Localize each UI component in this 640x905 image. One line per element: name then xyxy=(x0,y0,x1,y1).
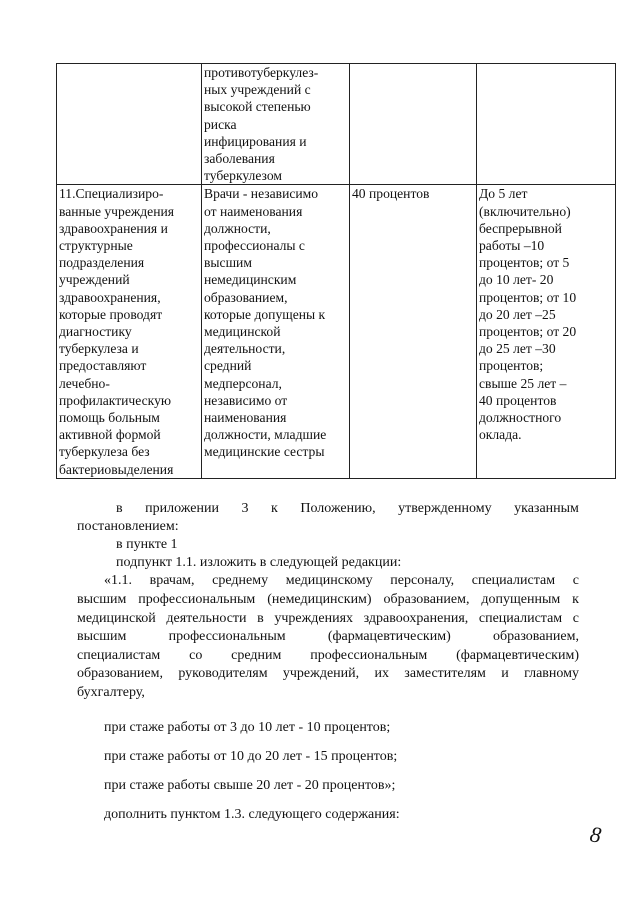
page-number: 8 xyxy=(588,821,603,848)
table-row xyxy=(57,185,616,478)
table-cell-rate: 40 процентов xyxy=(350,185,477,478)
paragraph-point: в пункте 1 xyxy=(116,537,178,552)
document-page: противотуберкулез- ных учреждений с высокой степенью риска инфицирования и заболевания туберкулезом 11.Специализиро- ванные учреждения здравоохранения и структурные подразделения учреждений здравоохранения, которые проводят диагностику туберкулеза и предоставляют лечебно- профилактическую помощь больным активной формой туберкулеза без бактериовыделения Врачи - независимо от наименования должности, профессионалы с высшим немедицинским образованием, которые допущены к медицинской деятельности, средний медперсонал, независимо от наименования должности, младшие медицинские сестры 40 процентов До 5 лет (включительно) беспрерывной работы –10 процентов; от 5 до 10 лет- 20 процентов; от 10 до 20 лет –25 процентов; от 20 до 25 лет –30 процентов; свыше 25 лет – 40 процентов должностного оклада. в приложении 3 к Положению, утвержденному указанным постановлением: в пункте 1 подпункт 1.1. изложить в следующей редакции: «1.1. врачам, среднему медицинскому персоналу, специалистам с высшим профессиональным (немедицинским) образованием, допущенным к медицинской деятельности в учреждениях здравоохранения, специалистам с высшим профессиональным (фармацевтическим) образованием, специалистам со средним профессиональным (фармацевтическим) образованием, руководителям учреждений, их заместителям и главному бухгалтеру, при стаже работы от 3 до 10 лет - 10 процентов; при стаже работы от 10 до 20 лет - 15 процентов; при стаже работы свыше 20 лет - 20 процентов»; дополнить пунктом 1.3. следующего содержания: 8 xyxy=(0,0,640,905)
paragraph-appendix: в приложении 3 к Положению, утвержденному указанным xyxy=(116,501,579,516)
stage-line-3: при стаже работы свыше 20 лет - 20 процентов»; xyxy=(104,778,396,793)
table-cell xyxy=(477,64,616,185)
table-cell-staff: Врачи - независимо от наименования должности, профессионалы с высшим немедицинским образованием, которые допущены к медицинской деятельности, средний медперсонал, независимо от наименования должности, младшие медицинские сестры xyxy=(202,185,350,478)
table-cell-seniority: До 5 лет (включительно) беспрерывной работы –10 процентов; от 5 до 10 лет- 20 процентов; от 10 до 20 лет –25 процентов; от 20 до 25 лет –30 процентов; свыше 25 лет – 40 процентов должностного оклада. xyxy=(477,185,616,478)
stage-line-1: при стаже работы от 3 до 10 лет - 10 процентов; xyxy=(104,720,391,735)
paragraph-supplement: дополнить пунктом 1.3. следующего содержания: xyxy=(104,807,400,822)
table-cell: противотуберкулез- ных учреждений с высокой степенью риска инфицирования и заболевания туберкулезом xyxy=(202,64,350,185)
table-cell xyxy=(350,64,477,185)
allowance-table xyxy=(56,63,616,479)
table-cell xyxy=(57,64,202,185)
table-row xyxy=(57,64,616,185)
stage-line-2: при стаже работы от 10 до 20 лет - 15 процентов; xyxy=(104,749,398,764)
table-cell-institution: 11.Специализиро- ванные учреждения здравоохранения и структурные подразделения учреждений здравоохранения, которые проводят диагностику туберкулеза и предоставляют лечебно- профилактическую помощь больным активной формой туберкулеза без бактериовыделения xyxy=(57,185,202,478)
paragraph-subpoint: подпункт 1.1. изложить в следующей редакции: xyxy=(116,555,402,570)
quote-last-line: бухгалтеру, xyxy=(77,685,145,700)
paragraph-line: постановлением: xyxy=(77,519,179,534)
